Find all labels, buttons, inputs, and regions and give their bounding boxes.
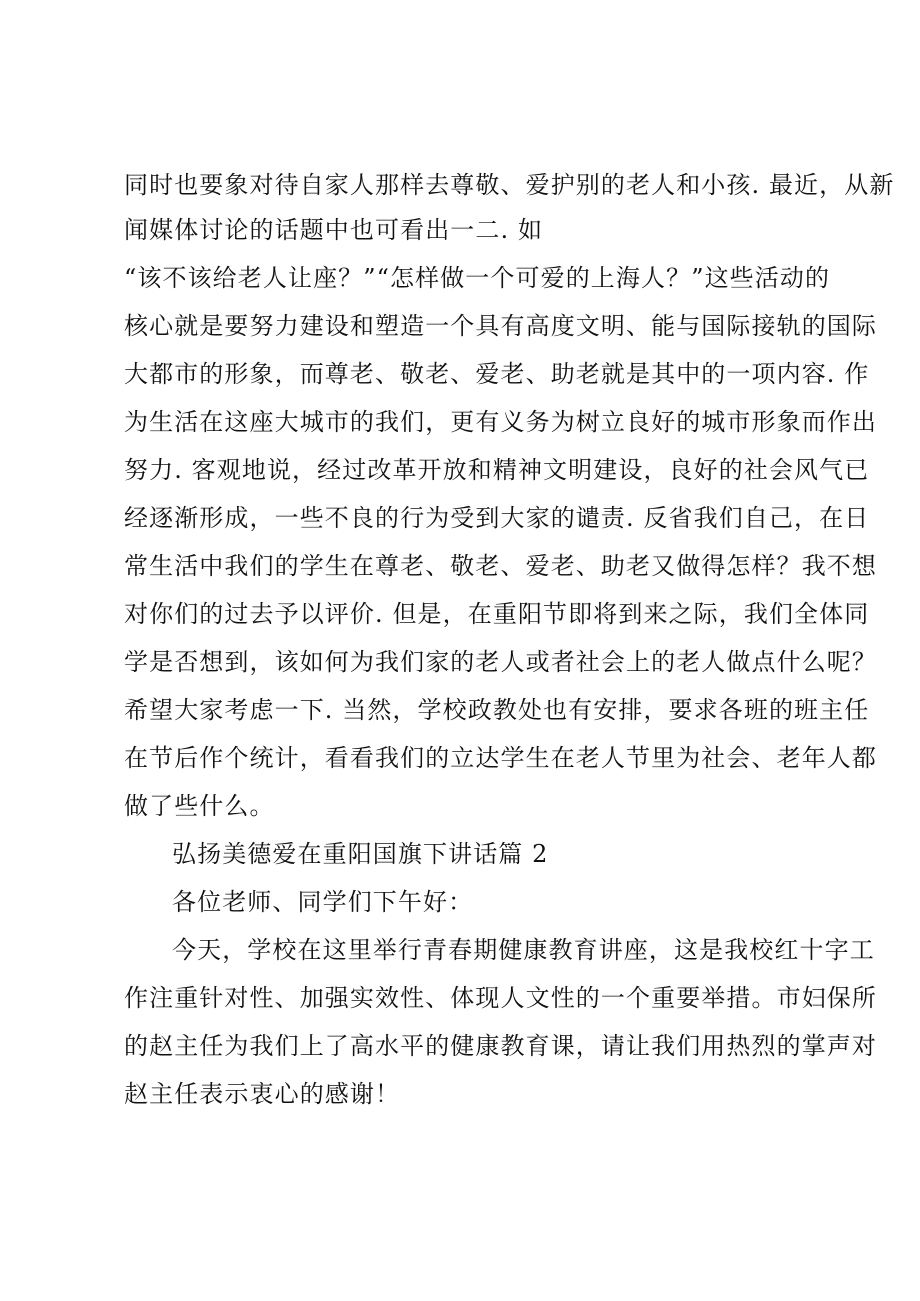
- paragraph-line: 今天，学校在这里举行青春期健康教育讲座，这是我校红十字工: [172, 936, 875, 964]
- paragraph-line: “该不该给老人让座？”“怎样做一个可爱的上海人？”这些活动的: [124, 264, 831, 292]
- paragraph-line: 学是否想到，该如何为我们家的老人或者社会上的老人做点什么呢？: [124, 648, 877, 676]
- paragraph-line: 在节后作个统计，看看我们的立达学生在老人节里为社会、老年人都: [124, 744, 877, 772]
- paragraph-line: 做了些什么。: [124, 792, 275, 820]
- paragraph-line: 对你们的过去予以评价. 但是，在重阳节即将到来之际，我们全体同: [124, 600, 870, 628]
- paragraph-line: 努力. 客观地说，经过改革开放和精神文明建设，良好的社会风气已: [124, 456, 870, 484]
- paragraph-line: 作注重针对性、加强实效性、体现人文性的一个重要举措。市妇保所: [124, 984, 877, 1012]
- paragraph-line: 赵主任表示衷心的感谢！: [124, 1080, 401, 1108]
- paragraph-line: 经逐渐形成，一些不良的行为受到大家的谴责. 反省我们自己，在日: [124, 504, 870, 532]
- section-heading: 弘扬美德爱在重阳国旗下讲话篇 2: [172, 840, 549, 868]
- salutation: 各位老师、同学们下午好：: [172, 888, 474, 916]
- paragraph-line: 大都市的形象，而尊老、敬老、爱老、助老就是其中的一项内容. 作: [124, 360, 870, 388]
- paragraph-line: 同时也要象对待自家人那样去尊敬、爱护别的老人和小孩. 最近，从新: [124, 171, 895, 199]
- paragraph-line: 常生活中我们的学生在尊老、敬老、爱老、助老又做得怎样？我不想: [124, 552, 877, 580]
- paragraph-line: 闻媒体讨论的话题中也可看出一二. 如: [124, 216, 544, 244]
- paragraph-line: 为生活在这座大城市的我们，更有义务为树立良好的城市形象而作出: [124, 408, 877, 436]
- paragraph-line: 希望大家考虑一下. 当然，学校政教处也有安排，要求各班的班主任: [124, 696, 870, 724]
- paragraph-line: 核心就是要努力建设和塑造一个具有高度文明、能与国际接轨的国际: [124, 312, 877, 340]
- paragraph-line: 的赵主任为我们上了高水平的健康教育课，请让我们用热烈的掌声对: [124, 1032, 877, 1060]
